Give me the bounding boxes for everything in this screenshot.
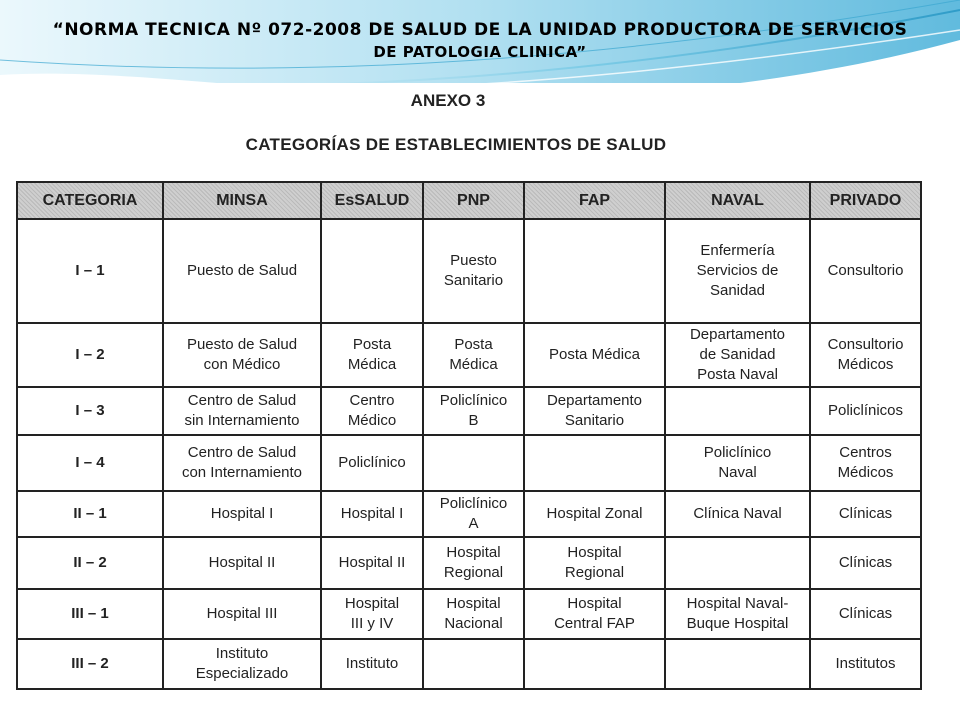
cell-text: Clínicas bbox=[838, 554, 893, 571]
cell-text: Médica bbox=[449, 356, 498, 373]
column-header: MINSA bbox=[163, 182, 321, 219]
table-cell bbox=[810, 219, 921, 323]
cell-text: Clínicas bbox=[838, 605, 893, 622]
column-header: CATEGORIA bbox=[17, 182, 163, 219]
table-cell bbox=[810, 639, 921, 689]
cell-text: Médicos bbox=[837, 356, 894, 373]
cell-text: Hospital Naval- bbox=[686, 595, 789, 612]
table-cell bbox=[524, 589, 665, 639]
table-cell bbox=[524, 323, 665, 387]
table-cell bbox=[524, 639, 665, 689]
cell-text: Hospital II bbox=[208, 554, 276, 571]
cell-text: I – 1 bbox=[75, 262, 105, 279]
table-cell bbox=[810, 491, 921, 537]
scanned-document bbox=[16, 83, 944, 713]
cell-text: III – 1 bbox=[71, 605, 109, 622]
cell-text: Regional bbox=[443, 564, 504, 581]
table-row bbox=[17, 387, 921, 435]
table-cell bbox=[524, 491, 665, 537]
cell-text: I – 3 bbox=[75, 402, 105, 419]
cell-text: Departamento bbox=[689, 326, 786, 343]
table-body bbox=[17, 219, 921, 689]
cell-text: Enfermería bbox=[700, 242, 775, 259]
table-row bbox=[17, 435, 921, 491]
cell-text: Puesto de Salud bbox=[186, 336, 298, 353]
cell-text: II – 2 bbox=[73, 554, 107, 571]
table-cell bbox=[423, 219, 524, 323]
table-header-row bbox=[17, 182, 921, 219]
table-row bbox=[17, 639, 921, 689]
cell-text: Puesto bbox=[450, 252, 497, 269]
table-cell bbox=[665, 323, 810, 387]
cell-text: Hospital bbox=[344, 595, 400, 612]
cell-text: I – 4 bbox=[75, 454, 105, 471]
cell-text: Clínica Naval bbox=[693, 505, 782, 522]
cell-text: Hospital I bbox=[210, 505, 274, 522]
column-header: NAVAL bbox=[665, 182, 810, 219]
table-cell bbox=[163, 639, 321, 689]
table-cell bbox=[163, 589, 321, 639]
category-cell bbox=[17, 589, 163, 639]
cell-text: Sanidad bbox=[709, 282, 766, 299]
table-cell bbox=[665, 387, 810, 435]
cell-text: Hospital I bbox=[340, 505, 404, 522]
table-row bbox=[17, 491, 921, 537]
table-row bbox=[17, 589, 921, 639]
table-cell bbox=[665, 219, 810, 323]
table-cell bbox=[321, 435, 423, 491]
table-cell bbox=[423, 323, 524, 387]
category-cell bbox=[17, 639, 163, 689]
table-cell bbox=[810, 435, 921, 491]
slide-title-line1: “NORMA TECNICA Nº 072-2008 DE SALUD DE LA UNIDAD PRODUCTORA DE SERVICIOS bbox=[52, 20, 908, 40]
cell-text: Departamento bbox=[546, 392, 643, 409]
cell-text: Policlínico bbox=[439, 495, 508, 512]
cell-text: Servicios de bbox=[696, 262, 779, 279]
category-cell bbox=[17, 323, 163, 387]
cell-text: Centro de Salud bbox=[187, 392, 297, 409]
column-header: PRIVADO bbox=[810, 182, 921, 219]
cell-text: Posta bbox=[454, 336, 493, 353]
column-header: PNP bbox=[423, 182, 524, 219]
cell-text: de Sanidad bbox=[699, 346, 776, 363]
cell-text: Hospital Zonal bbox=[546, 505, 643, 522]
cell-text: II – 1 bbox=[73, 505, 107, 522]
table-cell bbox=[321, 323, 423, 387]
table-cell bbox=[423, 387, 524, 435]
cell-text: Centro de Salud bbox=[187, 444, 297, 461]
table-cell bbox=[321, 491, 423, 537]
cell-text: A bbox=[468, 515, 479, 532]
annex-heading: ANEXO 3 bbox=[410, 91, 486, 110]
cell-text: Hospital III bbox=[206, 605, 278, 622]
table-cell bbox=[524, 219, 665, 323]
categories-table bbox=[16, 181, 922, 690]
table-cell bbox=[810, 387, 921, 435]
cell-text: Sanitario bbox=[443, 272, 504, 289]
cell-text: Buque Hospital bbox=[686, 615, 789, 632]
table-cell bbox=[163, 491, 321, 537]
cell-text: Policlínico bbox=[338, 454, 406, 471]
slide-title bbox=[30, 18, 930, 62]
table-cell bbox=[665, 435, 810, 491]
table-cell bbox=[163, 537, 321, 589]
table-cell bbox=[163, 435, 321, 491]
table-cell bbox=[423, 639, 524, 689]
cell-text: Médico bbox=[347, 412, 397, 429]
cell-text: Sanitario bbox=[564, 412, 625, 429]
cell-text: Centros bbox=[839, 444, 892, 461]
cell-text: Consultorio bbox=[827, 336, 904, 353]
table-cell bbox=[665, 639, 810, 689]
cell-text: con Internamiento bbox=[181, 464, 303, 481]
cell-text: B bbox=[468, 412, 479, 429]
category-cell bbox=[17, 537, 163, 589]
cell-text: Especializado bbox=[195, 665, 289, 682]
cell-text: I – 2 bbox=[75, 346, 105, 363]
cell-text: Posta Médica bbox=[549, 346, 640, 363]
cell-text: Instituto bbox=[215, 645, 269, 662]
table-cell bbox=[163, 219, 321, 323]
table-cell bbox=[321, 589, 423, 639]
cell-text: Posta bbox=[352, 336, 392, 353]
cell-text: Posta Naval bbox=[697, 366, 778, 383]
document-subtitle: CATEGORÍAS DE ESTABLECIMIENTOS DE SALUD bbox=[245, 135, 667, 154]
cell-text: Hospital bbox=[567, 595, 622, 612]
table-cell bbox=[163, 387, 321, 435]
cell-text: Naval bbox=[718, 464, 757, 481]
table-cell bbox=[163, 323, 321, 387]
table-cell bbox=[665, 589, 810, 639]
table-cell bbox=[810, 537, 921, 589]
cell-text: Nacional bbox=[444, 615, 503, 632]
table-cell bbox=[810, 323, 921, 387]
cell-text: III – 2 bbox=[71, 655, 109, 672]
cell-text: Centro bbox=[349, 392, 395, 409]
cell-text: Policlínico bbox=[439, 392, 508, 409]
table-cell bbox=[321, 219, 423, 323]
table-cell bbox=[524, 387, 665, 435]
cell-text: Puesto de Salud bbox=[186, 262, 298, 279]
table-row bbox=[17, 219, 921, 323]
category-cell bbox=[17, 387, 163, 435]
table-cell bbox=[321, 387, 423, 435]
cell-text: Clínicas bbox=[838, 505, 893, 522]
cell-text: Consultorio bbox=[827, 262, 904, 279]
slide-title-line2: DE PATOLOGIA CLINICA” bbox=[373, 43, 587, 61]
category-cell bbox=[17, 491, 163, 537]
cell-text: Regional bbox=[564, 564, 625, 581]
table-cell bbox=[524, 435, 665, 491]
table-cell bbox=[810, 589, 921, 639]
category-cell bbox=[17, 435, 163, 491]
cell-text: Policlínicos bbox=[827, 402, 904, 419]
table-cell bbox=[321, 639, 423, 689]
table-cell bbox=[665, 537, 810, 589]
cell-text: Central FAP bbox=[554, 615, 635, 632]
table-row bbox=[17, 537, 921, 589]
table-cell bbox=[423, 589, 524, 639]
cell-text: Hospital bbox=[446, 595, 501, 612]
cell-text: sin Internamiento bbox=[184, 412, 300, 429]
table-cell bbox=[665, 491, 810, 537]
table-cell bbox=[423, 435, 524, 491]
table-cell bbox=[321, 537, 423, 589]
cell-text: III y IV bbox=[350, 615, 394, 632]
column-header: EsSALUD bbox=[321, 182, 423, 219]
table-cell bbox=[423, 491, 524, 537]
cell-text: Hospital bbox=[446, 544, 501, 561]
cell-text: Hospital bbox=[567, 544, 622, 561]
cell-text: Médica bbox=[347, 356, 397, 373]
cell-text: Policlínico bbox=[703, 444, 772, 461]
table-row bbox=[17, 323, 921, 387]
category-cell bbox=[17, 219, 163, 323]
table-cell bbox=[423, 537, 524, 589]
cell-text: Médicos bbox=[837, 464, 894, 481]
cell-text: con Médico bbox=[203, 356, 281, 373]
cell-text: Hospital II bbox=[338, 554, 406, 571]
column-header: FAP bbox=[524, 182, 665, 219]
table-cell bbox=[524, 537, 665, 589]
cell-text: Instituto bbox=[345, 655, 399, 672]
cell-text: Institutos bbox=[835, 655, 896, 672]
